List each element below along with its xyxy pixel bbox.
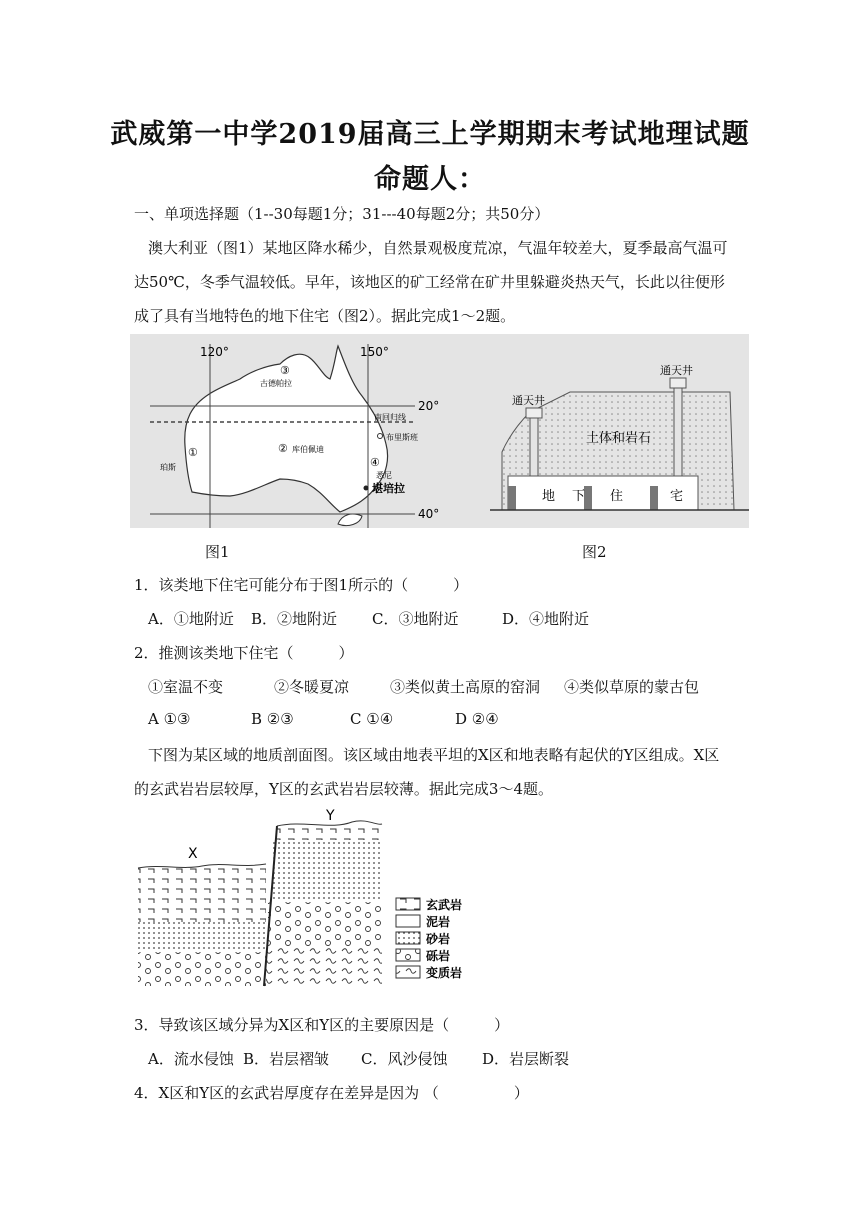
marker-1: ① <box>188 446 198 459</box>
x-basalt-layer <box>138 868 266 922</box>
kanpeila-dot <box>364 486 369 491</box>
house-char-1: 地 <box>542 489 556 504</box>
lon-120-label: 120° <box>200 345 229 359</box>
fig1-caption: 图1 <box>205 543 230 561</box>
place-kanpeila: 堪培拉 <box>372 482 405 495</box>
x-gravel-layer <box>138 952 266 986</box>
q2-item-3: ③类似黄土高原的窑洞 <box>390 678 541 696</box>
q4-stem: 4．X区和Y区的玄武岩厚度存在差异是因为 （ ） <box>134 1084 529 1102</box>
skylight-left-cap <box>526 408 542 418</box>
legend-gravel: 砾岩 <box>426 949 451 963</box>
q1-option-b: B．②地附近 <box>251 610 338 628</box>
q3-option-c: C．风沙侵蚀 <box>361 1050 448 1068</box>
label-y: Y <box>326 808 335 824</box>
intro1-line2: 达50℃，冬季气温较低。早年，该地区的矿工经常在矿井里躲避炎热天气，长此以往便形 <box>134 273 725 291</box>
place-gudeboke: 古德帕拉 <box>260 379 292 388</box>
marker-4: ④ <box>370 456 380 469</box>
place-tropic: 南回归线 <box>374 413 406 422</box>
q3-option-b: B．岩层褶皱 <box>243 1050 330 1068</box>
label-x: X <box>188 846 198 862</box>
intro1-line3: 成了具有当地特色的地下住宅（图2）。据此完成1～2题。 <box>134 307 516 325</box>
y-sandstone-layer <box>270 840 382 902</box>
intro2-line2: 的玄武岩岩层较厚，Y区的玄武岩岩层较薄。据此完成3～4题。 <box>134 780 553 798</box>
q2-item-2: ②冬暖夏凉 <box>274 678 350 696</box>
marker-3: ③ <box>280 364 290 377</box>
q2-option-a: A ①③ <box>148 710 191 728</box>
q1-option-d: D．④地附近 <box>502 610 590 628</box>
legend-swatch-basalt <box>396 898 420 910</box>
lat-40-label: 40° <box>418 507 440 521</box>
y-basalt-layer <box>277 828 382 840</box>
place-pos: 珀斯 <box>160 463 176 472</box>
soil-rock-label: 土体和岩石 <box>586 431 652 446</box>
pillar-3 <box>650 486 658 510</box>
pillar-2 <box>584 486 592 510</box>
pillar-1 <box>508 486 516 510</box>
legend-swatch-metamorphic <box>396 966 420 978</box>
y-metamorphic-layer <box>266 948 382 986</box>
q1-stem: 1．该类地下住宅可能分布于图1所示的（ ） <box>134 576 469 594</box>
q3-option-a: A．流水侵蚀 <box>148 1050 234 1068</box>
author-line: 命题人： <box>374 164 486 195</box>
x-surface <box>138 864 266 868</box>
lon-150-label: 150° <box>360 345 389 359</box>
q3-stem: 3．导致该区域分异为X区和Y区的主要原因是（ ） <box>134 1016 510 1034</box>
skylight-right-label: 通天井 <box>660 364 693 377</box>
q2-item-4: ④类似草原的蒙古包 <box>564 678 700 696</box>
legend-mudstone: 泥岩 <box>426 915 451 929</box>
intro2-line1: 下图为某区域的地质剖面图。该区域由地表平坦的X区和地表略有起伏的Y区组成。X区 <box>148 746 720 764</box>
legend-swatch-gravel <box>396 949 420 961</box>
legend-swatch-mudstone <box>396 915 420 927</box>
figure-panel <box>130 334 749 528</box>
legend-basalt: 玄武岩 <box>426 898 463 912</box>
marker-2: ② <box>278 442 288 455</box>
y-gravel-layer <box>268 902 382 948</box>
q2-option-d: D ②④ <box>455 710 499 728</box>
skylight-left-label: 通天井 <box>512 394 545 407</box>
house-char-3: 住 <box>610 489 624 504</box>
house-char-4: 宅 <box>670 489 684 504</box>
legend-metamorphic: 变质岩 <box>426 966 463 980</box>
q2-stem: 2．推测该类地下住宅（ ） <box>134 644 354 662</box>
q1-option-a: A．①地附近 <box>148 610 234 628</box>
page-title: 武威第一中学2019届高三上学期期末考试地理试题 <box>110 119 750 150</box>
legend-sandstone: 砂岩 <box>426 932 451 946</box>
x-sandstone-layer <box>138 922 266 952</box>
fig2-caption: 图2 <box>582 543 607 561</box>
skylight-left-shaft <box>530 418 538 478</box>
legend-swatch-sandstone <box>396 932 420 944</box>
house-char-2: 下 <box>572 489 586 504</box>
lat-20-label: 20° <box>418 399 440 413</box>
place-xini: 悉尼 <box>376 471 392 480</box>
skylight-right-shaft <box>674 388 682 478</box>
q2-option-b: B ②③ <box>251 710 294 728</box>
q2-option-c: C ①④ <box>350 710 394 728</box>
q2-item-1: ①室温不变 <box>148 678 224 696</box>
section-heading: 一、单项选择题（1--30每题1分；31---40每题2分；共50分） <box>134 205 550 223</box>
place-bulisiban: 布里斯班 <box>386 433 418 442</box>
place-kuboledi: 库伯佩迪 <box>292 445 324 454</box>
skylight-right-cap <box>670 378 686 388</box>
intro1-line1: 澳大利亚（图1）某地区降水稀少，自然景观极度荒凉，气温年较差大，夏季最高气温可 <box>148 239 728 257</box>
q3-option-d: D．岩层断裂 <box>482 1050 570 1068</box>
q1-option-c: C．③地附近 <box>372 610 459 628</box>
geology-section <box>132 806 480 996</box>
